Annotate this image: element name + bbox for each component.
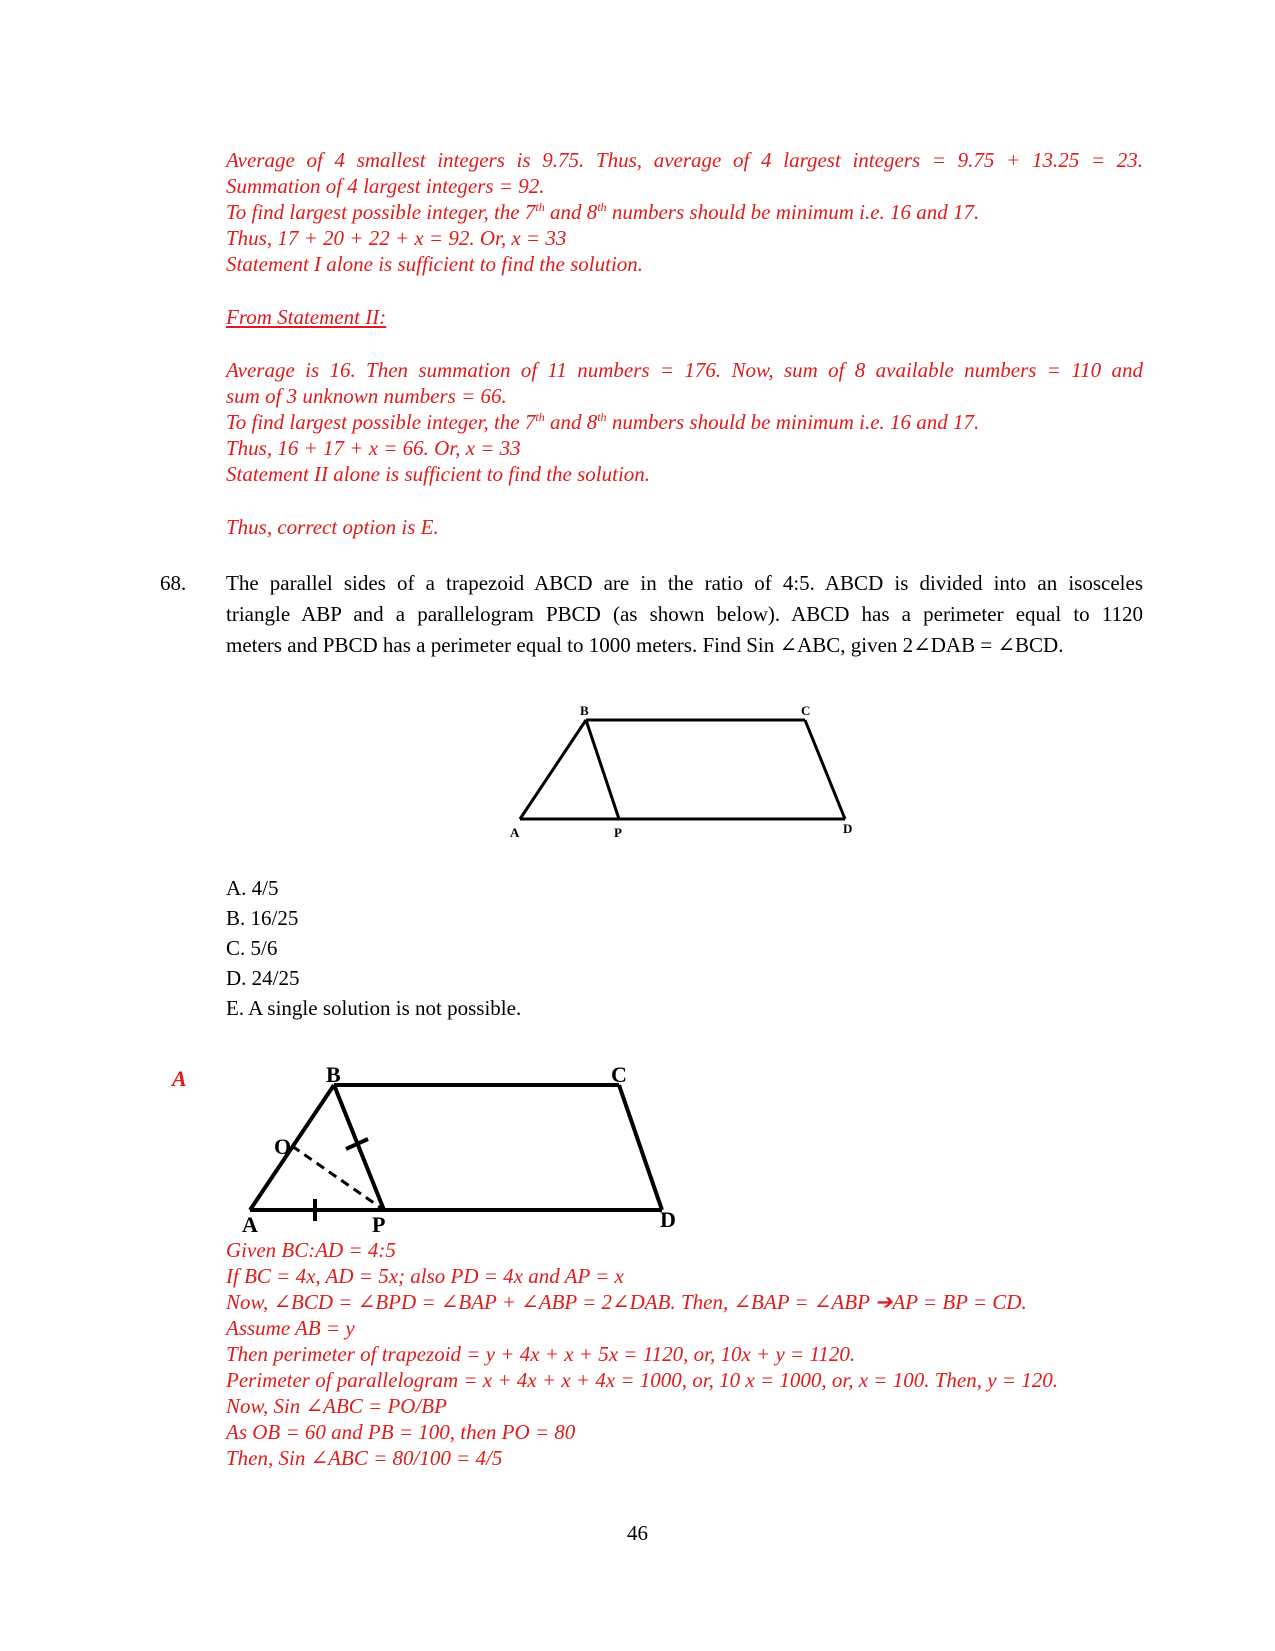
vertex-label-c: C	[801, 703, 811, 718]
answer-line: Given BC:AD = 4:5	[226, 1238, 396, 1262]
solution-line: Average of 4 smallest integers is 9.75. Thus, average of 4 largest integers = 9.75 + 13.25 = 23.	[226, 148, 1143, 172]
solution-line: Average is 16. Then summation of 11 numbers = 176. Now, sum of 8 available numbers = 110 and	[226, 358, 1143, 382]
answer-figure	[230, 1060, 700, 1240]
vertex-label-a: A	[242, 1212, 258, 1237]
question-text-line: The parallel sides of a trapezoid ABCD are in the ratio of 4:5. ABCD is divided into an isosceles	[226, 571, 1143, 595]
answer-line: As OB = 60 and PB = 100, then PO = 80	[226, 1420, 576, 1444]
segment-bp	[586, 720, 619, 819]
vertex-label-o: O	[274, 1134, 292, 1159]
segment-ab	[520, 720, 586, 819]
option-e: E. A single solution is not possible.	[226, 996, 522, 1020]
solution-line: Thus, 17 + 20 + 22 + x = 92. Or, x = 33	[226, 226, 567, 250]
answer-line: Then, Sin ∠ABC = 80/100 = 4/5	[226, 1446, 503, 1470]
answer-line: Perimeter of parallelogram = x + 4x + x + 4x = 1000, or, 10 x = 1000, or, x = 100. Then, y = 120.	[226, 1368, 1058, 1392]
question-number: 68.	[160, 571, 187, 595]
vertex-label-c: C	[611, 1062, 627, 1087]
solution-line: Statement I alone is sufficient to find the solution.	[226, 252, 644, 276]
vertex-label-b: B	[326, 1062, 341, 1087]
answer-line: If BC = 4x, AD = 5x; also PD = 4x and AP = x	[226, 1264, 624, 1288]
page-number: 46	[627, 1521, 648, 1545]
section-heading: From Statement II:	[226, 305, 387, 329]
answer-letter: A	[172, 1066, 187, 1091]
option-c: C. 5/6	[226, 936, 278, 960]
text-run: To find largest possible integer, the 7	[226, 410, 536, 434]
answer-line: Now, Sin ∠ABC = PO/BP	[226, 1394, 447, 1418]
question-figure	[500, 695, 870, 840]
vertex-label-d: D	[660, 1207, 676, 1232]
superscript: th	[535, 410, 545, 424]
solution-line: Summation of 4 largest integers = 92.	[226, 174, 545, 198]
segment-cd	[805, 720, 845, 819]
solution-line	[226, 409, 979, 435]
answer-line: Then perimeter of trapezoid = y + 4x + x + 5x = 1120, or, 10x + y = 1120.	[226, 1342, 856, 1366]
superscript: th	[597, 200, 607, 214]
vertex-label-p: P	[372, 1212, 386, 1237]
superscript: th	[535, 200, 545, 214]
answer-line: Assume AB = y	[226, 1316, 355, 1340]
vertex-label-a: A	[510, 825, 520, 840]
option-b: B. 16/25	[226, 906, 299, 930]
vertex-label-p: P	[614, 825, 622, 840]
solution-conclusion: Thus, correct option is E.	[226, 515, 439, 539]
text-run: numbers should be minimum i.e. 16 and 17.	[606, 410, 980, 434]
text-run: To find largest possible integer, the 7	[226, 200, 536, 224]
question-text-line: triangle ABP and a parallelogram PBCD (as shown below). ABCD has a perimeter equal to 1120	[226, 602, 1143, 626]
segment-cd	[619, 1085, 662, 1210]
vertex-label-b: B	[580, 703, 589, 718]
solution-line: sum of 3 unknown numbers = 66.	[226, 384, 507, 408]
vertex-label-d: D	[843, 821, 853, 836]
answer-line: Now, ∠BCD = ∠BPD = ∠BAP + ∠ABP = 2∠DAB. Then, ∠BAP = ∠ABP ➔AP = BP = CD.	[226, 1290, 1027, 1314]
option-a: A. 4/5	[226, 876, 279, 900]
text-run: numbers should be minimum i.e. 16 and 17.	[606, 200, 980, 224]
text-run: and 8	[544, 200, 598, 224]
solution-line	[226, 199, 979, 225]
question-text-line: meters and PBCD has a perimeter equal to 1000 meters. Find Sin ∠ABC, given 2∠DAB = ∠BCD.	[226, 633, 1064, 657]
solution-line: Thus, 16 + 17 + x = 66. Or, x = 33	[226, 436, 521, 460]
option-d: D. 24/25	[226, 966, 300, 990]
text-run: and 8	[544, 410, 598, 434]
solution-line: Statement II alone is sufficient to find the solution.	[226, 462, 651, 486]
superscript: th	[597, 410, 607, 424]
